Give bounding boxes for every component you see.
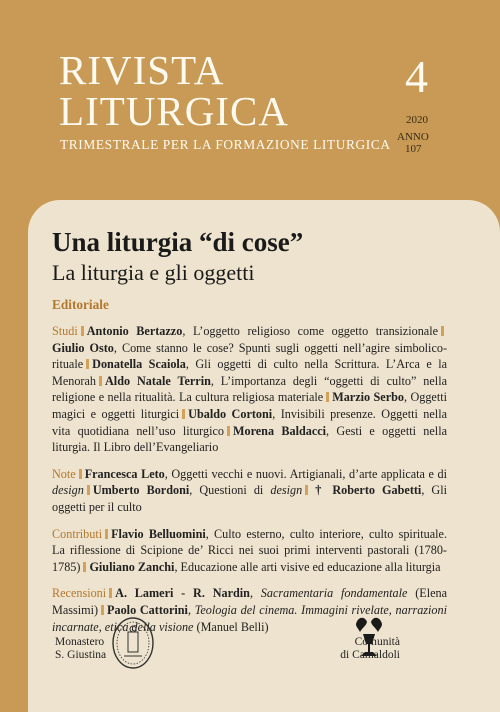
separator-bar	[81, 326, 84, 336]
table-of-contents	[52, 228, 447, 635]
journal-title-line1: RIVISTA	[59, 47, 225, 93]
article-title: , L’oggetto religioso come oggetto transizionale	[182, 324, 438, 339]
separator-bar	[86, 359, 89, 369]
article-title: , Gli oggetti di culto nella Scrittura. L’Arca e la Menorah	[52, 357, 447, 388]
review-book-title: Teologia del cinema. Immagini rivelate, narrazioni incarnate, etica della visione	[52, 602, 447, 634]
article-title: , Gesti e oggetti nella liturgia. Il Libro dell’Evangeliario	[52, 423, 447, 455]
article-title: , Invisibili presenze. Oggetti nella vita quotidiana nell’uso liturgico	[52, 407, 447, 438]
journal-subtitle: TRIMESTRALE PER LA FORMAZIONE LITURGICA	[60, 137, 391, 152]
review-reviewer: (Elena Massimi)	[52, 586, 447, 617]
separator-bar	[305, 485, 308, 495]
monastery-seal-icon	[110, 616, 156, 670]
separator-bar	[326, 392, 329, 402]
separator-bar	[101, 605, 104, 615]
article-author: † Roberto Gabetti	[311, 483, 422, 498]
article-author: Antonio Bertazzo	[86, 324, 183, 339]
section-contributi	[52, 526, 447, 576]
article-title: , Oggetti vecchi e nuovi. Artigianali, d’arte applicata e di	[164, 466, 447, 481]
article-title: , Come stanno le cose? Spunti sugli oggetti nell’agire simbolico-rituale	[52, 340, 448, 372]
review-text: ,	[187, 602, 195, 617]
separator-bar	[105, 529, 108, 539]
article-author: Morena Baldacci	[232, 423, 327, 438]
review-author: Paolo Cattorini	[107, 602, 188, 617]
review-reviewer: (Manuel Belli)	[193, 619, 269, 634]
article-title: , Oggetti magici e oggetti liturgici	[52, 390, 447, 422]
article-title: , Educazione alle arti visive ed educazione alla liturgia	[174, 559, 441, 574]
publisher-left-line2: S. Giustina	[55, 649, 107, 661]
separator-bar	[83, 562, 86, 572]
review-author: A. Lameri - R. Nardin	[115, 586, 250, 601]
section-label: Studi	[52, 324, 78, 339]
article-title: , Questioni di	[189, 483, 271, 498]
article-title: , L’importanza degli “oggetti di culto” nella religione e nella ritualità. La cultura religiosa materiale	[52, 373, 447, 405]
article-author: Francesca Leto	[84, 466, 165, 481]
editoriale-heading: Editoriale	[52, 297, 109, 313]
issue-year: 2020	[406, 114, 428, 126]
separator-bar	[109, 588, 112, 598]
section-label: Note	[52, 466, 76, 481]
issue-subtitle: La liturgia e gli oggetti	[52, 259, 255, 285]
separator-bar	[227, 426, 230, 436]
article-author: Umberto Bordoni	[92, 483, 190, 498]
separator-bar	[441, 326, 444, 336]
article-title: , Gli oggetti per il culto	[52, 483, 448, 515]
journal-title-line2: LITURGICA	[59, 88, 289, 134]
separator-bar	[99, 376, 102, 386]
publisher-left-line1: Monastero	[55, 636, 105, 648]
article-title-italic: design	[270, 483, 303, 498]
review-text: ,	[249, 586, 261, 601]
section-studi	[52, 323, 447, 456]
separator-bar	[87, 485, 90, 495]
article-title-italic: design	[52, 483, 84, 498]
article-author: Aldo Natale Terrin	[105, 373, 211, 388]
masthead	[0, 0, 500, 190]
article-author: Flavio Belluomini	[111, 526, 206, 541]
article-author: Donatella Scaiola	[92, 357, 186, 372]
separator-bar	[79, 469, 82, 479]
section-label: Recensioni	[52, 586, 107, 601]
article-author: Marzio Serbo	[332, 390, 404, 405]
volume-number: 107	[405, 143, 422, 155]
section-label: Contributi	[52, 526, 103, 541]
issue-title: Una liturgia “di cose”	[52, 227, 304, 257]
article-author: Giulio Osto	[52, 340, 114, 355]
publisher-right	[310, 636, 400, 662]
publisher-right-line1: Comunità	[354, 636, 400, 648]
review-book-title: Sacramentaria fondamentale	[260, 586, 408, 601]
issue-number: 4	[405, 51, 428, 102]
article-title: , Culto esterno, culto interiore, culto spirituale. La riflessione di Scipione de’ Ricci nei suoi primi interventi pastorali (1780-1785)	[52, 526, 447, 574]
article-author: Giuliano Zanchi	[89, 559, 175, 574]
separator-bar	[182, 409, 185, 419]
publisher-left	[55, 636, 106, 662]
publisher-right-line2: di Camaldoli	[340, 649, 400, 661]
article-author: Ubaldo Cortoni	[188, 407, 273, 422]
anno-label: ANNO	[397, 131, 429, 143]
section-note	[52, 466, 447, 516]
